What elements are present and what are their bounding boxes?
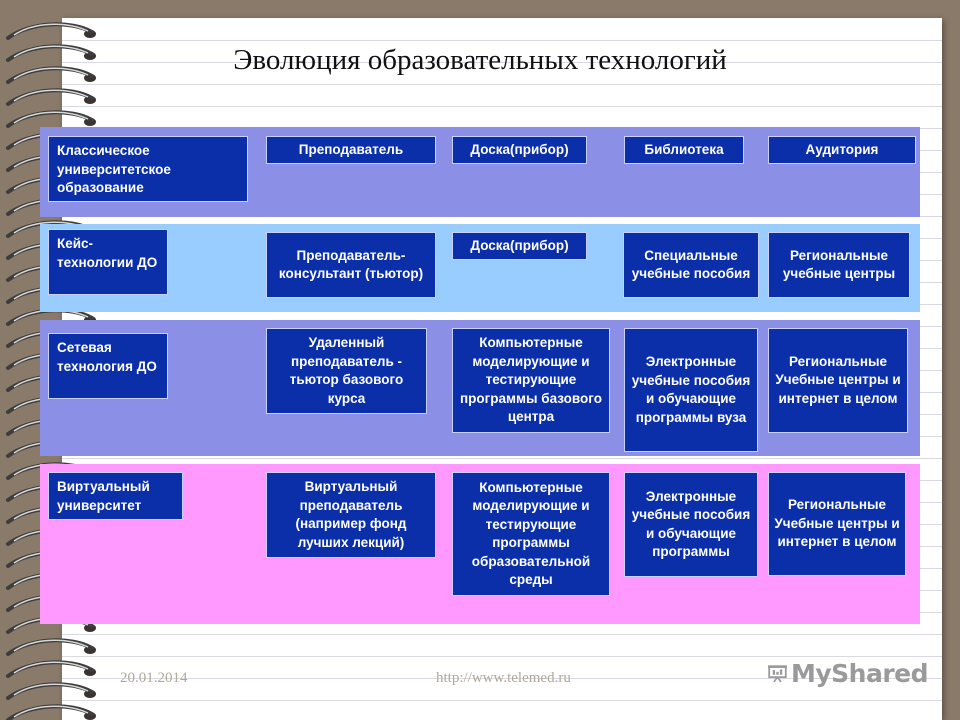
brand-logo-text: MyShared: [790, 658, 928, 688]
cell-case-board: Доска(прибор): [452, 232, 587, 260]
cell-virtual-teacher: Виртуальный преподаватель (например фонд лучших лекций): [266, 472, 436, 558]
cell-virtual-ebooks: Электронные учебные пособия и обучающие программы: [624, 472, 758, 577]
ruled-line: [62, 106, 942, 107]
cell-classic-library: Библиотека: [624, 136, 744, 164]
row-label-virtual: Виртуальный университет: [48, 472, 183, 520]
cell-classic-teacher: Преподаватель: [266, 136, 436, 164]
cell-network-software: Компьютерные моделирующие и тестирующие программы базового центра: [452, 328, 610, 433]
cell-case-centers: Региональные учебные центры: [768, 232, 910, 298]
brand-logo[interactable]: [768, 656, 928, 690]
ruled-line: [62, 634, 942, 635]
slide-title: Эволюция образовательных технологий: [233, 44, 727, 76]
ruled-line: [62, 458, 942, 459]
footer-date: 20.01.2014: [120, 670, 188, 686]
ruled-line: [62, 700, 942, 701]
cell-case-tutor: Преподаватель-консультант (тьютор): [266, 232, 436, 298]
ruled-line: [62, 84, 942, 85]
cell-classic-auditorium: Аудитория: [768, 136, 916, 164]
cell-network-centers: Региональные Учебные центры и интернет в целом: [768, 328, 908, 433]
footer-url: http://www.telemed.ru: [436, 670, 571, 686]
row-label-classic: Классическое университетское образование: [48, 136, 248, 202]
row-label-case: Кейс-технологии ДО: [48, 229, 168, 295]
cell-virtual-software: Компьютерные моделирующие и тестирующие программы образовательной среды: [452, 472, 610, 596]
cell-case-manuals: Специальные учебные пособия: [623, 232, 759, 298]
ruled-line: [62, 40, 942, 41]
cell-virtual-centers: Региональные Учебные центры и интернет в целом: [768, 472, 906, 576]
cell-network-tutor: Удаленный преподаватель - тьютор базового курса: [266, 328, 427, 414]
cell-network-ebooks: Электронные учебные пособия и обучающие программы вуза: [624, 328, 758, 452]
cell-classic-board: Доска(прибор): [452, 136, 587, 164]
presentation-icon: [768, 658, 787, 688]
row-label-network: Сетевая технология ДО: [48, 333, 168, 399]
